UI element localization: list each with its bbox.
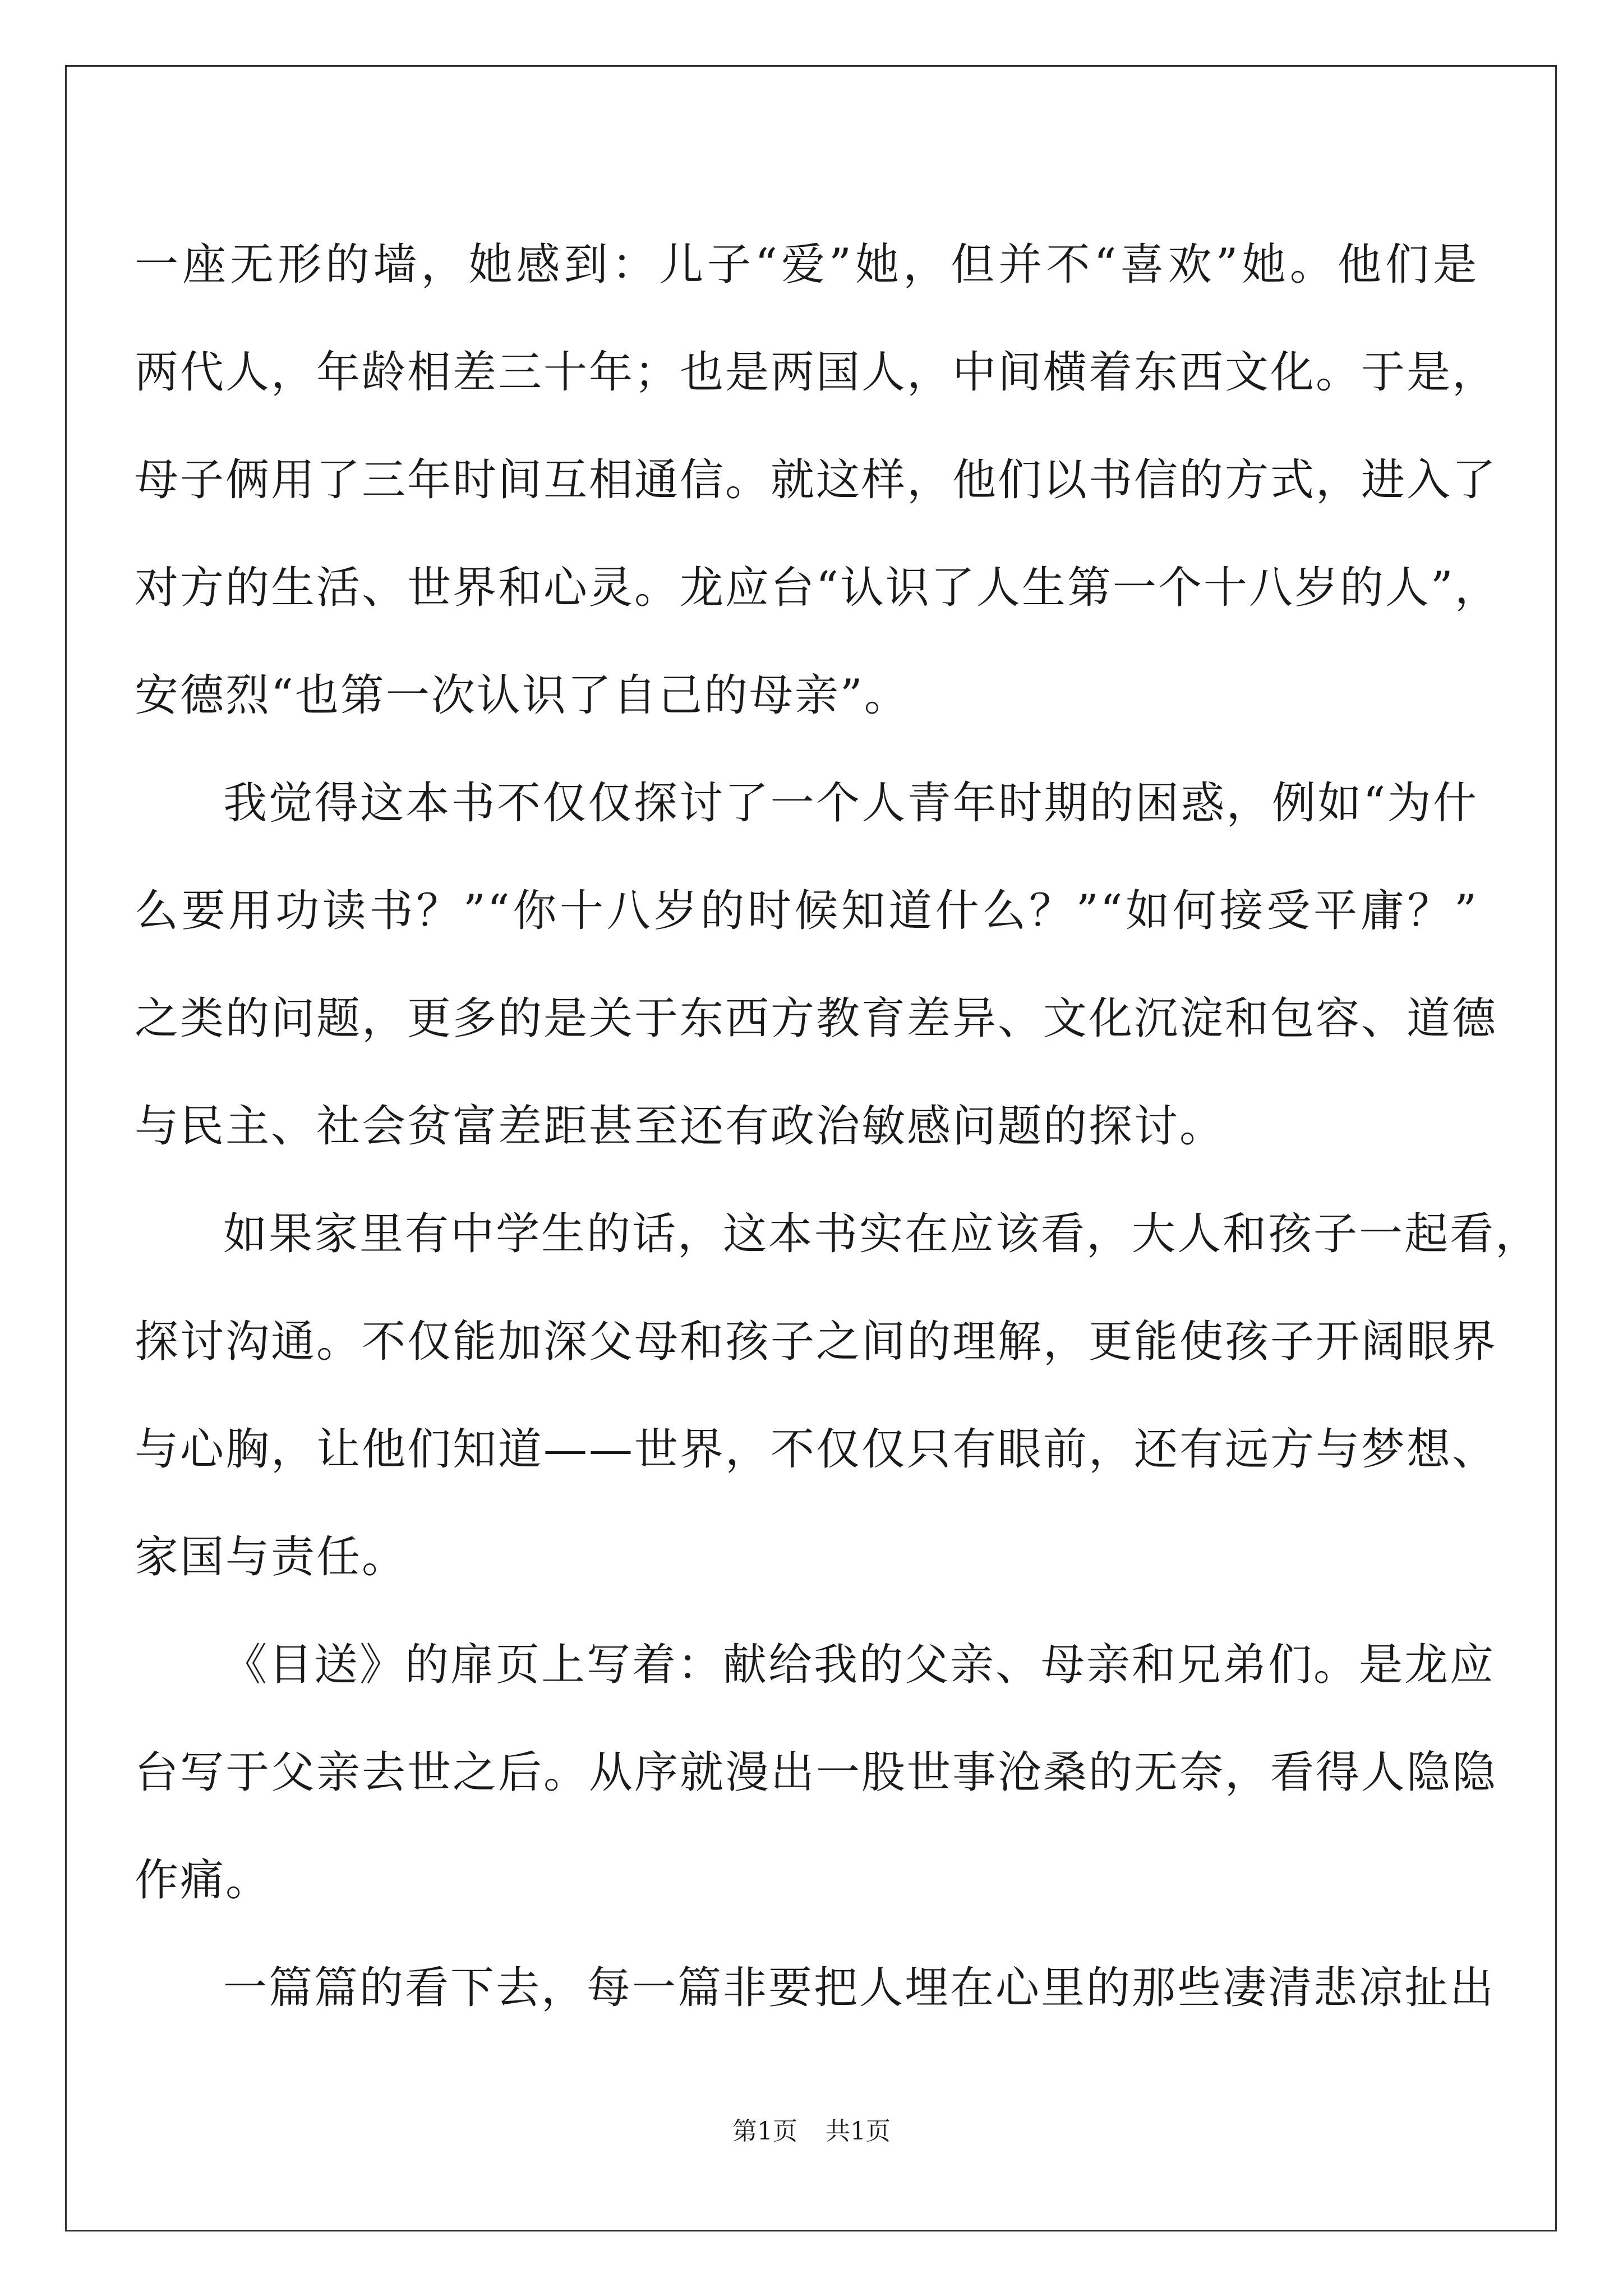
text-line: 之类的问题，更多的是关于东西方教育差异、文化沉淀和包容、道德 — [135, 993, 1498, 1044]
text-line: 我觉得这本书不仅仅探讨了一个人青年时期的困惑，例如“为什 — [223, 778, 1478, 829]
text-line: 作痛。 — [135, 1855, 271, 1906]
text-line: 一座无形的墙，她感到：儿子“爱”她，但并不“喜欢”她。他们是 — [135, 240, 1478, 290]
document-body — [135, 211, 1541, 2042]
text-line: 安德烈“也第一次认识了自己的母亲”。 — [135, 670, 910, 721]
text-line: 家国与责任。 — [135, 1532, 408, 1582]
text-line: 探讨沟通。不仅能加深父母和孩子之间的理解，更能使孩子开阔眼界 — [135, 1317, 1498, 1367]
text-line: 对方的生活、世界和心灵。龙应台“认识了人生第一个十八岁的人”， — [135, 563, 1500, 613]
text-line: 与民主、社会贫富差距甚至还有政治敏感问题的探讨。 — [135, 1101, 1225, 1152]
page-total: 共1页 — [826, 2117, 891, 2146]
text-line: 与心胸，让他们知道——世界，不仅仅只有眼前，还有远方与梦想、 — [135, 1424, 1498, 1475]
page-footer — [0, 2115, 1623, 2148]
text-line: 么要用功读书？”“你十八岁的时候知道什么？”“如何接受平庸？” — [135, 886, 1478, 936]
text-line: 两代人，年龄相差三十年；也是两国人，中间横着东西文化。于是， — [135, 347, 1498, 398]
text-line: 一篇篇的看下去，每一篇非要把人埋在心里的那些凄清悲凉扯出 — [223, 1963, 1496, 2013]
text-line: 《目送》的扉页上写着：献给我的父亲、母亲和兄弟们。是龙应 — [223, 1640, 1496, 1690]
text-line: 台写于父亲去世之后。从序就漫出一股世事沧桑的无奈，看得人隐隐 — [135, 1747, 1498, 1798]
text-line: 母子俩用了三年时间互相通信。就这样，他们以书信的方式，进入了 — [135, 455, 1498, 505]
page-number: 第1页 — [732, 2117, 797, 2146]
text-line: 如果家里有中学生的话，这本书实在应该看，大人和孩子一起看， — [223, 1209, 1541, 1259]
